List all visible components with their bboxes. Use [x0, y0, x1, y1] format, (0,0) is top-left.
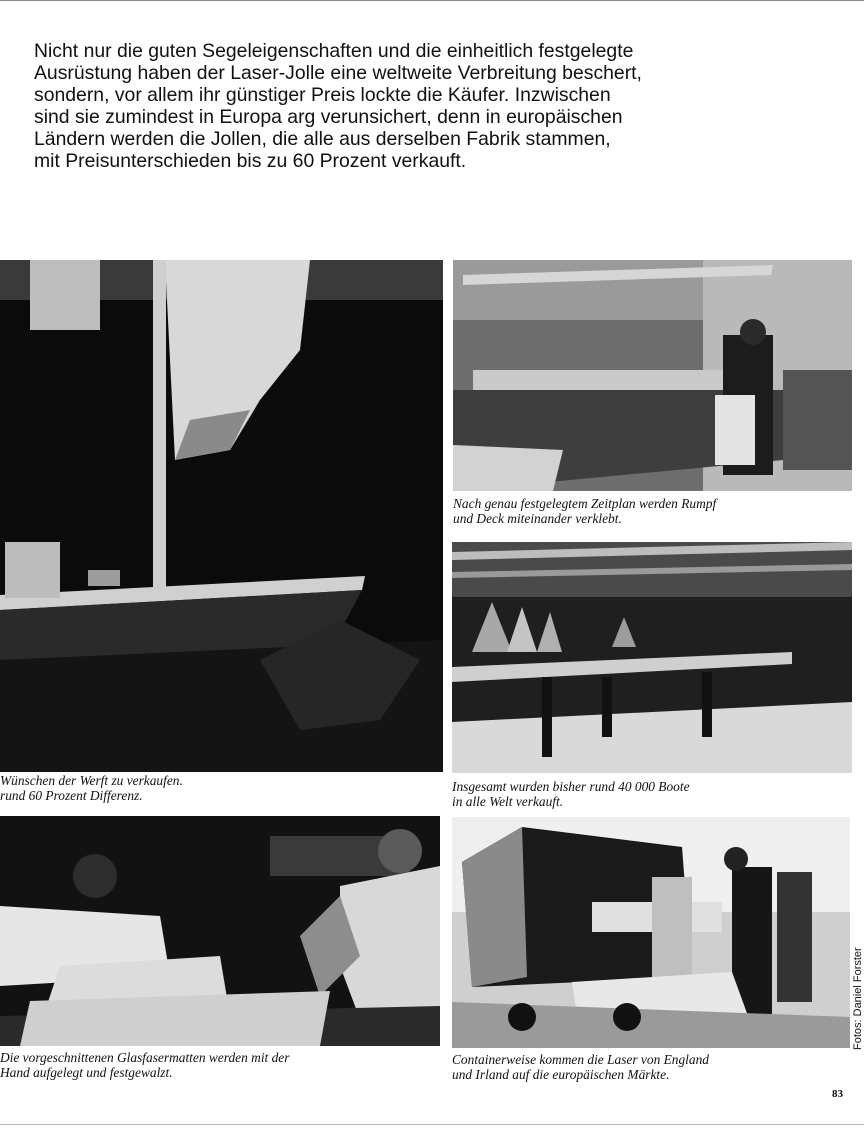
caption-line: in alle Welt verkauft. [452, 794, 564, 809]
intro-line: sondern, vor allem ihr günstiger Preis lockte die Käufer. Inzwischen [34, 84, 611, 106]
caption-line: Insgesamt wurden bisher rund 40 000 Boote [452, 779, 690, 794]
intro-line: Nicht nur die guten Segeleigenschaften und die einheitlich festgelegte [34, 40, 634, 62]
caption-line: rund 60 Prozent Differenz. [0, 788, 143, 803]
caption-hall [452, 779, 690, 809]
intro-line: Ländern werden die Jollen, die alle aus derselben Fabrik stammen, [34, 128, 611, 150]
intro-paragraph [34, 40, 794, 172]
caption-line: und Irland auf die europäischen Märkte. [452, 1067, 670, 1082]
caption-line: Nach genau festgelegtem Zeitplan werden Rumpf [453, 496, 717, 511]
caption-workers [0, 1050, 289, 1080]
caption-container [452, 1052, 709, 1082]
intro-line: Ausrüstung haben der Laser-Jolle eine weltweite Verbreitung beschert, [34, 62, 642, 84]
caption-line: Containerweise kommen die Laser von England [452, 1052, 709, 1067]
caption-line: Wünschen der Werft zu verkaufen. [0, 773, 183, 788]
top-rule [0, 0, 864, 1]
caption-boat [0, 773, 183, 803]
photo-gluing [453, 260, 852, 491]
caption-line: Die vorgeschnittenen Glasfasermatten werden mit der [0, 1050, 290, 1065]
photo-workers [0, 816, 440, 1046]
photo-credit: Fotos: Daniel Forster [852, 947, 864, 1050]
intro-line: sind sie zumindest in Europa arg verunsichert, denn in europäischen [34, 106, 623, 128]
photo-sailboat [0, 260, 443, 772]
caption-line: und Deck miteinander verklebt. [453, 511, 622, 526]
page-number: 83 [832, 1088, 843, 1100]
photo-container [452, 817, 850, 1048]
photo-hall [452, 542, 852, 773]
caption-line: Hand aufgelegt und festgewalzt. [0, 1065, 173, 1080]
bottom-rule [0, 1124, 864, 1125]
caption-gluing [453, 496, 716, 526]
intro-line: mit Preisunterschieden bis zu 60 Prozent verkauft. [34, 150, 467, 172]
